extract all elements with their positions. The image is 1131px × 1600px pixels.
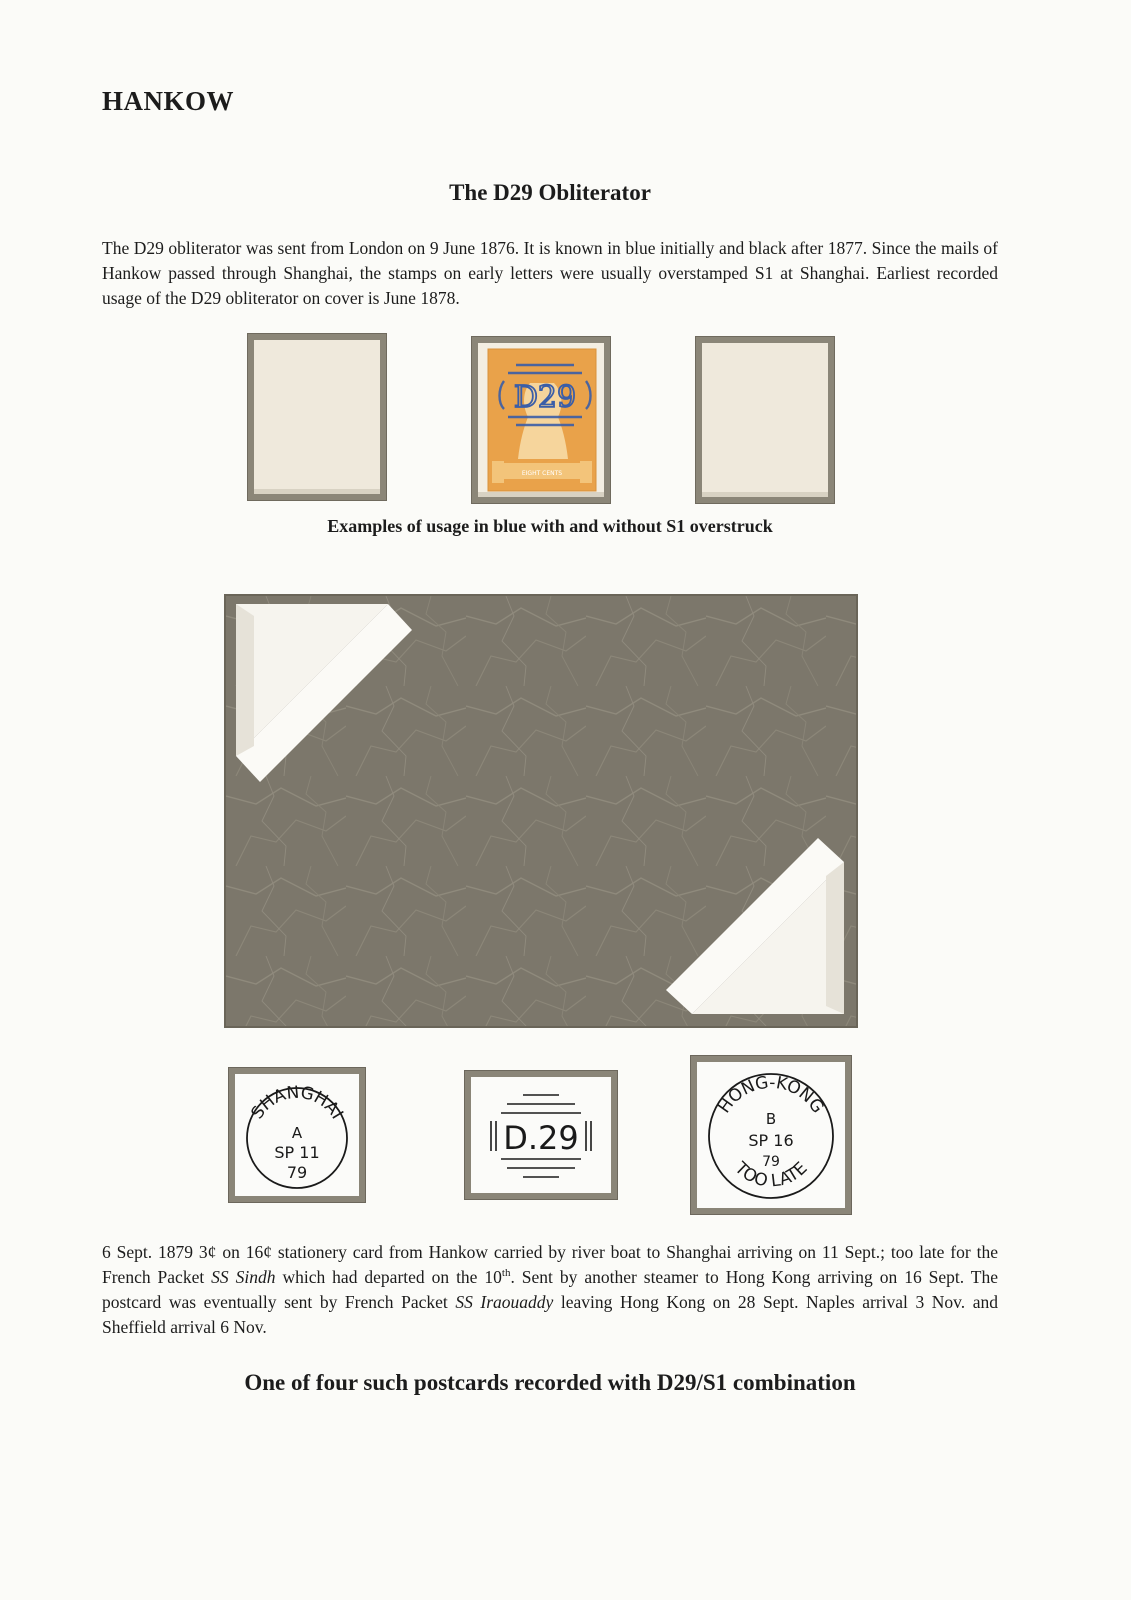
postmark-hongkong-top: HONG-KONG (714, 1072, 828, 1118)
postmark-hongkong-year: 79 (762, 1154, 780, 1170)
stamp-image (478, 343, 604, 497)
postmark-shanghai-box (229, 1068, 365, 1202)
postcard-description-part3: . Sent by another steamer to Hong Kong arriving on 16 Sept. The postcard was eventually sent by French Packet (102, 1267, 998, 1312)
postcard-mount (224, 594, 858, 1028)
postmark-hongkong (697, 1062, 845, 1208)
stamp-mount-left (248, 334, 386, 500)
section-title: The D29 Obliterator (449, 180, 651, 205)
postcard-description-part2: which had departed on the 10 (275, 1267, 502, 1287)
postmark-hongkong-letter: B (765, 1110, 777, 1128)
intro-paragraph: The D29 obliterator was sent from London on 9 June 1876. It is known in blue initially and black after 1877. Since the mails of Hankow passed through Shanghai, the stamps on early letters were usually overstamped S1 at Shanghai. Earliest recorded usage of the D29 obliterator on cover is June 1878. (102, 238, 998, 308)
postmark-hongkong-box (691, 1056, 851, 1214)
conclusion-heading: One of four such postcards recorded with D29/S1 combination (244, 1370, 856, 1395)
stamp-cancel-text: D29 (513, 380, 577, 415)
postmark-shanghai-year: 79 (286, 1163, 308, 1182)
ship-name-iraouaddy: SS Iraouaddy (455, 1292, 554, 1312)
ordinal-suffix: th (501, 1267, 511, 1280)
postmark-shanghai-date: SP 11 (274, 1143, 320, 1162)
ship-name-sindh: SS Sindh (211, 1267, 276, 1287)
stamp-value-text: EIGHT CENTS (521, 470, 563, 477)
stamp-mount-right (696, 337, 834, 503)
postmark-d29-box (465, 1071, 617, 1199)
postcard-mount-image (226, 596, 856, 1026)
stamp-mount-center (472, 337, 610, 503)
page-heading: HANKOW (102, 86, 235, 116)
postmark-hongkong-bottom: TOO LATE (730, 1158, 812, 1192)
postmark-d29-text: D.29 (503, 1119, 579, 1157)
postcard-description-part4: leaving Hong Kong on 28 Sept. Naples arrival 3 Nov. and Sheffield arrival 6 Nov. (102, 1292, 998, 1337)
examples-caption: Examples of usage in blue with and without S1 overstruck (327, 516, 773, 536)
postmark-shanghai (235, 1074, 359, 1196)
postmark-shanghai-letter: A (291, 1124, 303, 1142)
postmark-d29 (471, 1077, 611, 1193)
postmark-hongkong-date: SP 16 (748, 1131, 794, 1150)
postmark-shanghai-top: SHANGHAI (247, 1082, 347, 1123)
postcard-description-part1: 6 Sept. 1879 3¢ on 16¢ stationery card from Hankow carried by river boat to Shanghai arriving on 11 Sept.; too late for the French Packet (102, 1242, 998, 1287)
postcard-description (102, 1240, 998, 1340)
